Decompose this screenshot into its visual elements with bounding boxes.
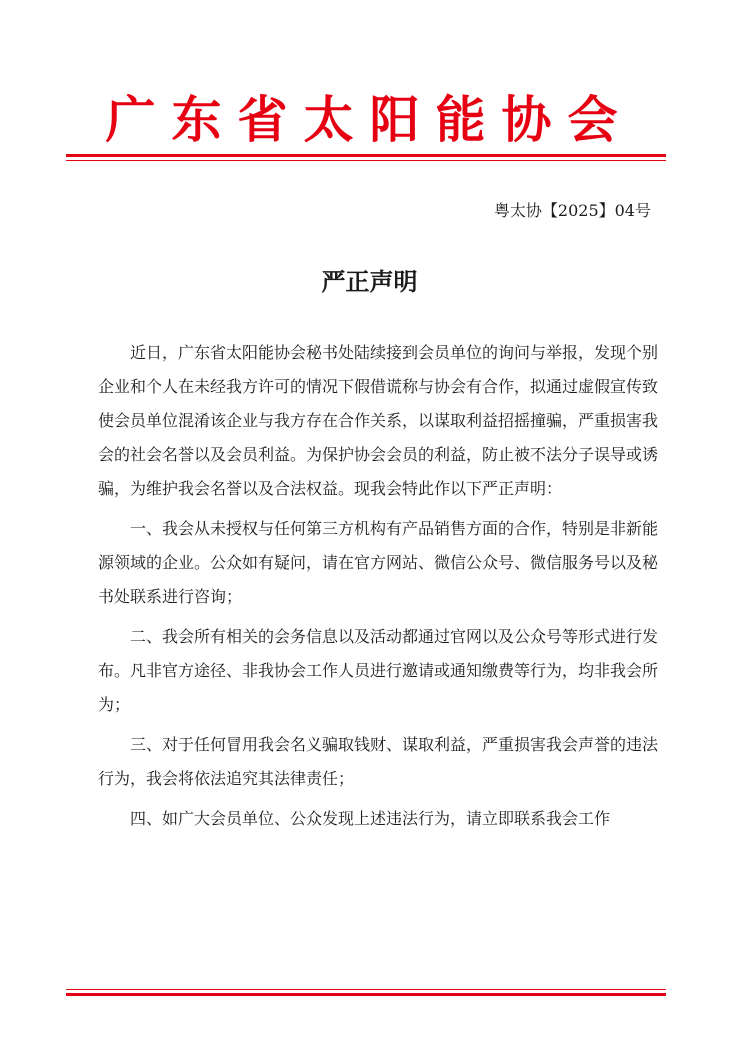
footer-rule-thin	[66, 989, 666, 990]
letterhead-rule-thin	[66, 160, 666, 161]
body-paragraph: 三、对于任何冒用我会名义骗取钱财、谋取利益，严重损害我会声誉的违法行为，我会将依法追究其法律责任；	[98, 735, 659, 788]
body-paragraph: 二、我会所有相关的会务信息以及活动都通过官网以及公众号等形式进行发布。凡非官方途径、非我协会工作人员进行邀请或通知缴费等行为，均非我会所为；	[98, 627, 659, 714]
letterhead-rule-thick	[66, 154, 666, 157]
document-body	[98, 336, 658, 842]
body-paragraph: 一、我会从未授权与任何第三方机构有产品销售方面的合作，特别是非新能源领域的企业。公众如有疑问，请在官方网站、微信公众号、微信服务号以及秘书处联系进行咨询；	[98, 519, 659, 606]
body-paragraph: 四、如广大会员单位、公众发现上述违法行为，请立即联系我会工作	[130, 809, 611, 828]
document-title: 严正声明	[321, 267, 418, 296]
body-paragraph: 近日，广东省太阳能协会秘书处陆续接到会员单位的询问与举报，发现个别企业和个人在未经我方许可的情况下假借谎称与协会有合作，拟通过虚假宣传致使会员单位混淆该企业与我方存在合作关系，以谋取利益招摇撞骗，严重损害我会的社会名誉以及会员利益。为保护协会会员的利益，防止被不法分子误导或诱骗，为维护我会名誉以及合法权益。现我会特此作以下严正声明：	[98, 343, 659, 498]
document-number: 粤太协【2025】04号	[493, 201, 651, 220]
footer-rule-thick	[66, 993, 666, 996]
letterhead-org-name: 广东省太阳能协会	[105, 91, 634, 149]
